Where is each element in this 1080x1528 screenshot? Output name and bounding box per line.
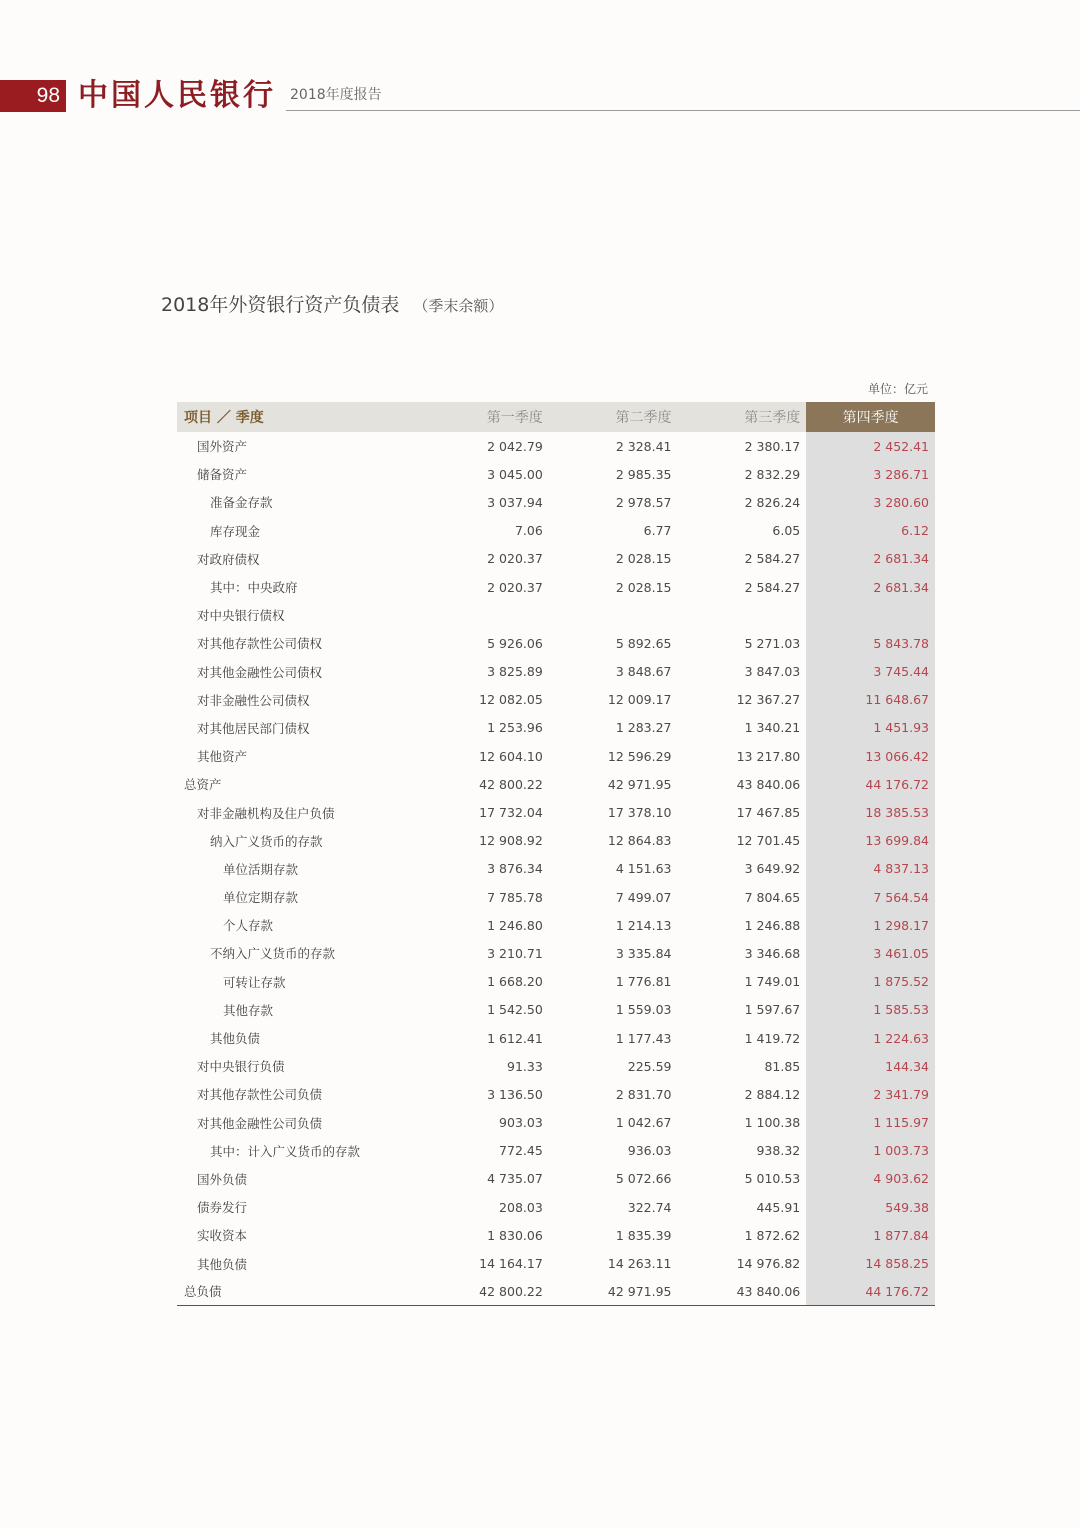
table-row [177,1193,935,1221]
table-row [177,629,935,657]
cell-q1: 772.45 [499,1143,543,1159]
row-label: 对非金融性公司债权 [197,692,310,708]
cell-q2: 42 971.95 [549,1278,678,1306]
cell-q1: 7 785.78 [487,889,543,905]
cell-q1: 17 732.04 [479,805,543,821]
row-label: 其中：中央政府 [210,580,298,596]
cell-q2: 936.03 [627,1143,672,1159]
row-label: 储备资产 [197,467,248,483]
cell-q1: 14 164.17 [479,1256,543,1272]
cell-q2: 1 042.67 [615,1115,672,1131]
cell-q2: 7 499.07 [615,889,672,905]
cell-q4: 14 858.25 [806,1249,935,1277]
cell-q4: 1 585.53 [806,996,935,1024]
row-label: 其他存款 [223,1002,274,1018]
cell-q3: 1 246.88 [744,917,801,933]
cell-q3: 2 584.27 [744,551,801,567]
table-row [177,601,935,629]
cell-q3: 445.91 [756,1199,801,1215]
balance-sheet-table [177,402,935,1306]
cell-q2 [549,601,678,629]
cell-q3: 5 271.03 [744,635,801,651]
cell-q1: 3 136.50 [487,1086,543,1102]
cell-q1: 208.03 [499,1199,543,1215]
table-row [177,460,935,488]
cell-q2: 1 776.81 [615,974,672,990]
cell-q1: 42 800.22 [479,776,543,792]
cell-q4: 11 648.67 [806,686,935,714]
page-number: 98 [0,80,66,112]
cell-q3: 81.85 [764,1058,801,1074]
cell-q3: 2 832.29 [744,466,801,482]
unit-label: 单位：亿元 [867,382,928,396]
cell-q3: 7 804.65 [744,889,801,905]
cell-q3: 1 340.21 [744,720,801,736]
row-label: 对中央银行负债 [197,1059,285,1075]
table-row [177,545,935,573]
table-row [177,1165,935,1193]
cell-q2: 2 831.70 [615,1086,672,1102]
row-label: 对非金融机构及住户负债 [197,805,335,821]
cell-q4: 18 385.53 [806,798,935,826]
cell-q2: 42 971.95 [607,776,672,792]
table-row [177,1052,935,1080]
cell-q4 [806,601,935,629]
row-label: 对其他金融性公司负债 [197,1115,323,1131]
row-label: 对政府债权 [197,551,260,567]
cell-q4: 13 699.84 [806,827,935,855]
cell-q2: 5 072.66 [615,1171,672,1187]
table-row [177,883,935,911]
row-label: 对中央银行债权 [197,608,285,624]
cell-q1: 903.03 [499,1115,543,1131]
page-header [0,80,1080,116]
cell-q3: 2 584.27 [744,579,801,595]
cell-q4: 1 003.73 [806,1137,935,1165]
cell-q3: 5 010.53 [744,1171,801,1187]
table-row [177,968,935,996]
cell-q3: 1 749.01 [744,974,801,990]
table-row [177,1249,935,1277]
cell-q4: 6.12 [806,517,935,545]
table-title-text: 2018年外资银行资产负债表 [161,294,400,316]
table-row [177,1278,935,1306]
cell-q4: 1 298.17 [806,911,935,939]
cell-q4: 1 224.63 [806,1024,935,1052]
cell-q2: 3 335.84 [615,945,672,961]
cell-q3: 3 649.92 [744,861,801,877]
cell-q4: 2 452.41 [806,432,935,460]
row-label: 对其他金融性公司债权 [197,664,323,680]
cell-q3: 3 847.03 [744,664,801,680]
row-label: 对其他居民部门债权 [197,720,310,736]
cell-q3: 12 701.45 [736,833,801,849]
cell-q4: 44 176.72 [806,1278,935,1306]
cell-q4: 1 877.84 [806,1221,935,1249]
cell-q3: 17 467.85 [736,805,801,821]
cell-q4: 1 875.52 [806,968,935,996]
table-row [177,827,935,855]
column-header-q4: 第四季度 [806,402,935,432]
cell-q1: 2 042.79 [487,438,543,454]
row-label: 总负债 [177,1278,420,1306]
row-label: 个人存款 [223,918,274,934]
cell-q4: 3 280.60 [806,488,935,516]
table-row [177,658,935,686]
row-label: 单位活期存款 [223,861,299,877]
cell-q2: 2 328.41 [615,438,672,454]
cell-q3: 14 976.82 [736,1256,801,1272]
cell-q2: 1 283.27 [615,720,672,736]
row-label: 准备金存款 [210,495,273,511]
brand-logo: 中国人民银行 [78,78,276,113]
cell-q2: 2 985.35 [615,466,672,482]
cell-q3: 1 100.38 [744,1115,801,1131]
row-label: 纳入广义货币的存款 [210,833,323,849]
cell-q4: 2 681.34 [806,545,935,573]
header-divider [286,110,1080,111]
row-label: 总资产 [184,777,222,793]
table-row [177,1109,935,1137]
table-row [177,996,935,1024]
table-row [177,573,935,601]
column-header-q1: 第一季度 [420,402,549,432]
row-label: 其他资产 [197,749,248,765]
cell-q1: 1 542.50 [487,1002,543,1018]
cell-q4: 2 681.34 [806,573,935,601]
table-row [177,488,935,516]
cell-q3: 1 419.72 [744,1030,801,1046]
cell-q4: 3 745.44 [806,658,935,686]
table-row [177,742,935,770]
cell-q2: 4 151.63 [615,861,672,877]
cell-q3: 3 346.68 [744,945,801,961]
cell-q2: 14 263.11 [607,1256,672,1272]
cell-q1: 3 825.89 [487,664,543,680]
cell-q3: 1 872.62 [744,1227,801,1243]
cell-q4: 44 176.72 [806,770,935,798]
table-row [177,517,935,545]
cell-q1: 2 020.37 [487,551,543,567]
row-label: 实收资本 [197,1228,248,1244]
table-row [177,770,935,798]
table-row [177,686,935,714]
row-label: 债券发行 [197,1200,248,1216]
cell-q3: 6.05 [772,523,801,539]
cell-q1: 12 604.10 [479,748,543,764]
row-label: 对其他存款性公司债权 [197,636,323,652]
cell-q2: 6.77 [643,523,672,539]
cell-q1 [420,601,549,629]
cell-q4: 4 837.13 [806,855,935,883]
cell-q1: 5 926.06 [487,635,543,651]
cell-q1: 3 876.34 [487,861,543,877]
cell-q1: 1 668.20 [487,974,543,990]
row-label: 国外负债 [197,1171,248,1187]
cell-q2: 2 028.15 [615,579,672,595]
cell-q3: 2 380.17 [744,438,801,454]
cell-q1: 42 800.22 [420,1278,549,1306]
cell-q2: 17 378.10 [607,805,672,821]
cell-q2: 2 978.57 [615,494,672,510]
cell-q1: 1 253.96 [487,720,543,736]
cell-q2: 3 848.67 [615,664,672,680]
row-label: 其他负债 [197,1256,248,1272]
table-row [177,714,935,742]
cell-q3: 13 217.80 [736,748,801,764]
cell-q4: 1 451.93 [806,714,935,742]
cell-q2: 1 559.03 [615,1002,672,1018]
table-title [161,290,503,317]
cell-q4: 7 564.54 [806,883,935,911]
cell-q2: 1 214.13 [615,917,672,933]
cell-q1: 1 830.06 [487,1227,543,1243]
table-subtitle: （季末余额） [413,297,504,315]
cell-q1: 2 020.37 [487,579,543,595]
report-name: 2018年度报告 [290,87,382,103]
row-label: 库存现金 [210,523,261,539]
cell-q4: 549.38 [806,1193,935,1221]
cell-q3: 43 840.06 [736,776,801,792]
table-row [177,1080,935,1108]
row-label: 国外资产 [197,439,248,455]
cell-q1: 91.33 [507,1058,543,1074]
row-label: 单位定期存款 [223,890,299,906]
cell-q4: 3 286.71 [806,460,935,488]
cell-q1: 7.06 [514,523,543,539]
cell-q1: 3 210.71 [487,945,543,961]
cell-q2: 12 864.83 [607,833,672,849]
table-row [177,432,935,460]
cell-q3: 1 597.67 [744,1002,801,1018]
cell-q1: 12 082.05 [479,692,543,708]
row-label: 对其他存款性公司负债 [197,1087,323,1103]
cell-q1: 1 246.80 [487,917,543,933]
cell-q1: 3 045.00 [487,466,543,482]
table-row [177,1024,935,1052]
table-body [177,432,935,1306]
cell-q4: 13 066.42 [806,742,935,770]
cell-q4: 2 341.79 [806,1080,935,1108]
cell-q4: 144.34 [806,1052,935,1080]
table-row [177,798,935,826]
cell-q2: 1 835.39 [615,1227,672,1243]
cell-q2: 2 028.15 [615,551,672,567]
row-label: 不纳入广义货币的存款 [210,946,336,962]
cell-q1: 3 037.94 [487,494,543,510]
table-row [177,939,935,967]
cell-q4: 1 115.97 [806,1109,935,1137]
cell-q1: 4 735.07 [487,1171,543,1187]
column-header-item: 项目 ／ 季度 [177,402,420,432]
column-header-q3: 第三季度 [678,402,807,432]
cell-q2: 12 596.29 [607,748,672,764]
row-label: 其他负债 [210,1031,261,1047]
cell-q3: 938.32 [756,1143,801,1159]
cell-q3: 2 826.24 [744,494,801,510]
cell-q1: 12 908.92 [479,833,543,849]
column-header-q2: 第二季度 [549,402,678,432]
table-row [177,911,935,939]
row-label: 其中：计入广义货币的存款 [210,1143,361,1159]
cell-q3 [678,601,807,629]
cell-q2: 1 177.43 [615,1030,672,1046]
row-label: 可转让存款 [223,974,286,990]
cell-q3: 43 840.06 [678,1278,807,1306]
cell-q4: 5 843.78 [806,629,935,657]
table-row [177,855,935,883]
cell-q4: 3 461.05 [806,939,935,967]
cell-q2: 322.74 [627,1199,672,1215]
cell-q3: 12 367.27 [736,692,801,708]
cell-q2: 12 009.17 [607,692,672,708]
cell-q4: 4 903.62 [806,1165,935,1193]
cell-q3: 2 884.12 [744,1086,801,1102]
cell-q1: 1 612.41 [487,1030,543,1046]
table-row [177,1137,935,1165]
cell-q2: 5 892.65 [615,635,672,651]
cell-q2: 225.59 [627,1058,672,1074]
table-header-row [177,402,935,432]
table-row [177,1221,935,1249]
